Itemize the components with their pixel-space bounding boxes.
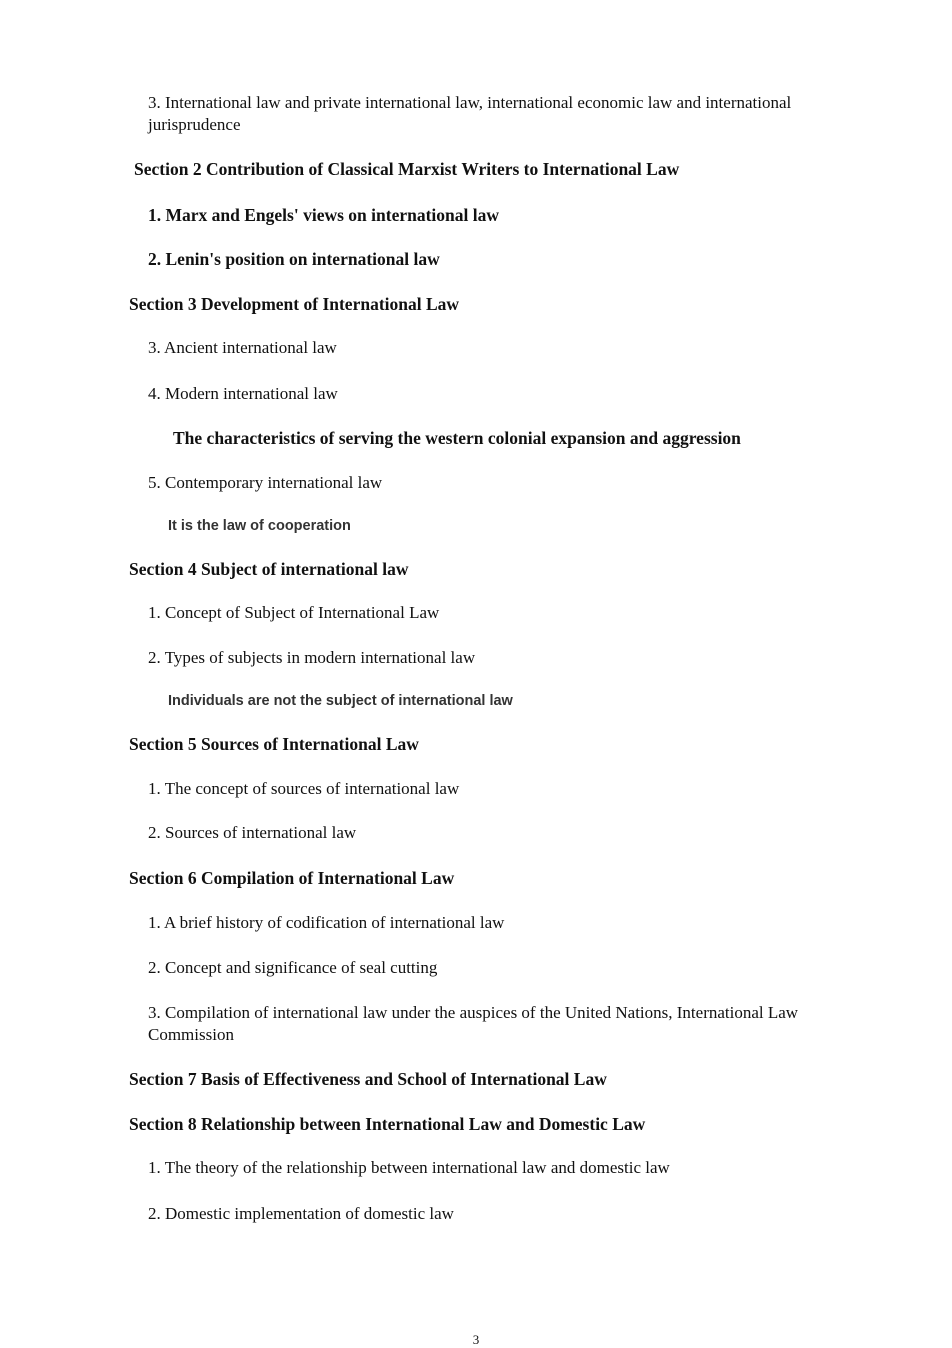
note-colonial-characteristics: The characteristics of serving the western colonial expansion and aggression (173, 428, 741, 448)
item-concept-seal-cutting: 2. Concept and significance of seal cutting (148, 958, 438, 977)
item-contemporary-international-law: 5. Contemporary international law (148, 473, 383, 492)
item-types-of-subjects: 2. Types of subjects in modern international law (148, 648, 476, 667)
section-6-heading: Section 6 Compilation of International Law (129, 868, 455, 888)
section-3-heading: Section 3 Development of International Law (129, 294, 460, 314)
item-ancient-international-law: 3. Ancient international law (148, 338, 337, 357)
item-un-compilation: 3. Compilation of international law under the auspices of the United Nations, International Law Commission (148, 1003, 799, 1044)
section-5-heading: Section 5 Sources of International Law (129, 734, 419, 754)
page-number: 3 (472, 1332, 480, 1347)
note-individuals-not-subject: Individuals are not the subject of international law (168, 693, 513, 709)
item-concept-of-sources: 1. The concept of sources of international law (148, 779, 460, 798)
item-international-private-economic-law: 3. International law and private international law, international economic law and international jurisprudence (148, 93, 792, 134)
item-domestic-implementation: 2. Domestic implementation of domestic law (148, 1204, 454, 1223)
section-8-heading: Section 8 Relationship between International Law and Domestic Law (129, 1114, 646, 1134)
item-history-of-codification: 1. A brief history of codification of international law (148, 913, 505, 932)
item-modern-international-law: 4. Modern international law (148, 384, 338, 403)
item-marx-engels-views: 1. Marx and Engels' views on international law (148, 205, 499, 225)
item-relationship-theory: 1. The theory of the relationship between international law and domestic law (148, 1158, 670, 1177)
item-lenin-position: 2. Lenin's position on international law (148, 249, 440, 269)
section-2-heading: Section 2 Contribution of Classical Marxist Writers to International Law (134, 159, 680, 179)
section-7-heading: Section 7 Basis of Effectiveness and School of International Law (129, 1069, 607, 1089)
note-law-of-cooperation: It is the law of cooperation (168, 518, 351, 534)
section-4-heading: Section 4 Subject of international law (129, 559, 409, 579)
item-concept-of-subject: 1. Concept of Subject of International Law (148, 603, 440, 622)
item-sources-of-international-law: 2. Sources of international law (148, 823, 357, 842)
